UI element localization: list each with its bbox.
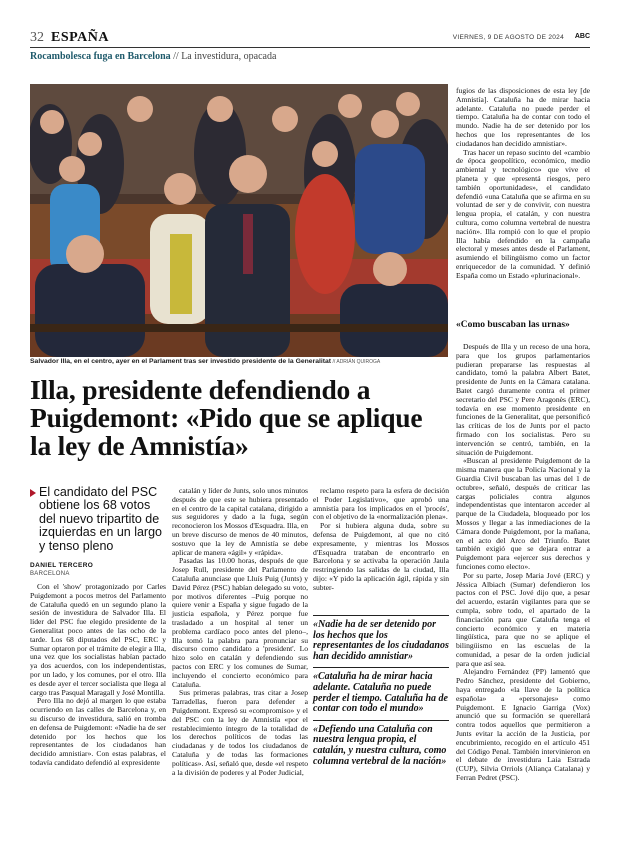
paragraph: fugios de las disposiciones de esta ley [de Amnistía]. Cataluña ha de mirar hacia adelante. Cataluña no puede perder el tiempo. Cataluña ha de contar con todo el mundo. Nadie ha de ser detenido por los hechos que los representantes de los ciudadanos han decidido amnistiar». bbox=[456, 86, 590, 148]
column-1 bbox=[30, 583, 166, 768]
paragraph: Pasadas las 10.00 horas, después de que Josep Rull, presidente del Parlamento de Cataluña anunciase que Lluís Puig (Junts) y David Pérez (PSC) habían delegado su voto, por motivos diferentes –Puig porque no quiere venir a España y sigue fugado de la justicia española, y Pérez porque fue trasladado a un hospital al tener un problema cardíaco poco antes del pleno–, Illa tomó la palabra para pronunciar su discurso como candidato a 'president'. Lo hizo solo en catalán y defendiendo sus pactos con ERC y los comunes de Sumar, incluyendo el concierto económico para Cataluña. bbox=[172, 556, 308, 689]
brand-logo: ABC bbox=[574, 33, 590, 40]
header-rule bbox=[30, 47, 590, 48]
photo-caption bbox=[30, 358, 448, 365]
paragraph: Después de Illa y un receso de una hora, para que los grupos parlamentarios pudieran prepararse las respuestas al candidato, tomó la palabra Albert Batet, presidente de Junts en la Cámara catalana. Batet cargó duramente contra el primer secretario del PSC y Pere Aragonès (ERC), todavía en ese momento presidente en funciones de la Generalitat, que personificó las críticas de los de Junts por el pacto firmado con los socialistas. Pero su intervención se centró, también, en la situación de Puigdemont. bbox=[456, 342, 590, 457]
byline-place: BARCELONA bbox=[30, 571, 70, 577]
photo-credit: // ADRIÁN QUIROGA bbox=[331, 359, 381, 365]
paragraph: reclamo respeto para la esfera de decisión el Poder Legislativo», que aprobó una amnistía para los implicados en el 'procés', con el objetivo de la «normalización plena». bbox=[313, 486, 449, 522]
paragraph: Alejandro Fernández (PP) lamentó que Pedro Sánchez, presidente del Gobierno, haya entregado «la llave de la política española» a «personajes» como Puigdemont. E Ignacio Garriga (Vox) anunció que su formación se querellará contra todos aquellos que permitieron a Junts evitar la acción de la Justicia, por encubrimiento, recogido en el artículo 451 del Código Penal. También intervinieron en el debate de investidura Laia Estrada (CUP), Silvia Orriols (Aliança Catalana) y Ferran Pedret (PSC). bbox=[456, 667, 590, 783]
paragraph: Con el 'show' protagonizado por Carles Puigdemont a pocos metros del Parlamento de Cataluña quedó en un segundo plano la sesión de investidura de Salvador Illa. El líder del PSC fue elegido presidente de la Generalitat poco antes de las ocho de la tarde. Los 68 diputados del PSC, ERC y Sumar optaron por el trámite de elegir a Illa, una vez que los socialistas habían pactado ya dos acuerdos, con los independentistas, por un lado, y los comunes, por el otro. Illa es desde ayer el tercer socialista que llega al cargo tras Pasqual Maragall y José Montilla. bbox=[30, 582, 166, 697]
section-title: ESPAÑA bbox=[51, 30, 109, 45]
kicker-separator: // bbox=[170, 51, 182, 62]
subheadline: El candidato del PSC obtiene los 68 votos del nuevo tripartito de izquierdas en un largo y tenso pleno bbox=[30, 486, 166, 553]
parliament-photo-illustration bbox=[30, 84, 448, 357]
caption-text: Salvador Illa, en el centro, ayer en el Parlament tras ser investido presidente de la Generalitat bbox=[30, 358, 332, 365]
paragraph: Por su parte, Josep Maria Jové (ERC) y Jéssica Albiach (Sumar) defendieron los pactos con el PSC. Jové dijo que, a pesar del acuerdo, estarán vigilantes para que se cumpla, sobre todo, el apartado de la financiación para que Cataluña tenga el concierto económico y en materia lingüística, para que no se aplique el bilingüismo en las escuelas de la comunidad, a pesar de la orden judicial para que así sea. bbox=[456, 570, 590, 668]
issue-date: VIERNES, 9 DE AGOSTO DE 2024 bbox=[452, 34, 564, 41]
paragraph: Tras hacer un repaso sucinto del «cambio de época geopolítico, económico, medio ambiental y tecnológico» que vive el planeta y que «presentá riesgos, pero también oportunidades», el candidato defendió «una Cataluña que se afirma en su voluntad de ser y de convivir, con nuestra lengua propia, el catalán, y con nuestra cultura, como columna vertebral de nuestra nación». Illa rompió con lo que el propio Illa había defendido en la campaña electoral y meses antes desde el Parlament, asumiendo el bilingüismo como un factor enriquecedor de la comunidad. Y definió España como un Estado «plurinacional». bbox=[456, 147, 590, 280]
column-3 bbox=[313, 487, 449, 593]
section-subhead: «Como buscaban las urnas» bbox=[456, 320, 570, 330]
pull-quote: «Nadie ha de ser detenido por los hechos que los representantes de los ciudadanos han decidido amnistiar» bbox=[313, 615, 449, 667]
kicker-main: Rocambolesca fuga en Barcelona bbox=[30, 51, 171, 62]
page-number: 32 bbox=[30, 30, 44, 45]
paragraph: Por si hubiera alguna duda, sobre su defensa de Puigdemont, al que no citó expresamente, y mientras los Mossos d'Esquadra trataban de encontrarlo en Barcelona y se activaba la operación Jaula restringiendo las salidas de la ciudad, Illa dijo: «Y pido la aplicación ágil, rápida y sin subter- bbox=[313, 521, 449, 592]
paragraph: Pero Illa no dejó al margen lo que estaba ocurriendo en las calles de Barcelona y, en su discurso de investidura, salió en tromba en defensa de Puigdemont: «Nadie ha de ser detenido por los hechos que los representantes de los ciudadanos han decidido amnistiar». Con estas palabras, el todavía candidato defendió al expresidente bbox=[30, 696, 166, 767]
column-5 bbox=[456, 343, 590, 783]
pull-quote: «Cataluña ha de mirar hacia adelante. Cataluña no puede perder el tiempo. Cataluña ha de contar con todo el mundo» bbox=[313, 667, 449, 719]
paragraph: catalán y líder de Junts, solo unos minutos después de que este se hubiera presentado en el centro de la capital catalana, dirigido a sus seguidores y dado a la fuga, según reconocieron los Mossos d'Esquadra. Illa, en un breve discurso de menos de 40 minutos, sostuvo que la ley de Amnistía se debe aplicar de manera «ágil» y «rápida». bbox=[172, 486, 308, 557]
paragraph: «Buscan al presidente Puigdemont de la misma manera que la Policía Nacional y la Guardia Civil buscaban las urnas del 1 de octubre», señaló, después de criticar las cargas policiales contra algunos independentistas que intentaron acceder al parque de la Ciudadela, bloqueado por los Mossos y llegar a las inmediaciones de la Cámara donde Puigdemont, por la mañana, en el acto del Arco del Triunfo. Batet también exigió que se dejara entrar a Puigdemont para «ejercer sus derechos y funciones como electo». bbox=[456, 456, 590, 571]
main-photo bbox=[30, 84, 448, 357]
headline: Illa, presidente defendiendo a Puigdemont: «Pido que se aplique la ley de Amnistía» bbox=[30, 374, 423, 461]
paragraph: Sus primeras palabras, tras citar a Josep Tarradellas, fueron para defender a Puigdemont. Expresó su «compromiso» y el del PSC con la ley de Amnistía «por el restablecimiento íntegro de la totalidad de los derechos políticos de todas las ciudadanas y de todos los ciudadanos de Cataluña y de todas las formaciones políticas». Así, señaló que, desde «el respeto a la división de poderes y al Poder Judicial, bbox=[172, 688, 308, 777]
page-header bbox=[30, 30, 590, 46]
kicker-secondary: La investidura, opacada bbox=[181, 51, 277, 62]
column-2 bbox=[172, 487, 308, 777]
pull-quote: «Defiendo una Cataluña con nuestra lengua propia, el catalán, y nuestra cultura, como columna vertebral de la nación» bbox=[313, 720, 449, 772]
byline-author: DANIEL TERCERO bbox=[30, 562, 94, 569]
column-4 bbox=[456, 87, 590, 281]
kicker bbox=[30, 51, 450, 62]
pull-quotes bbox=[313, 615, 449, 772]
